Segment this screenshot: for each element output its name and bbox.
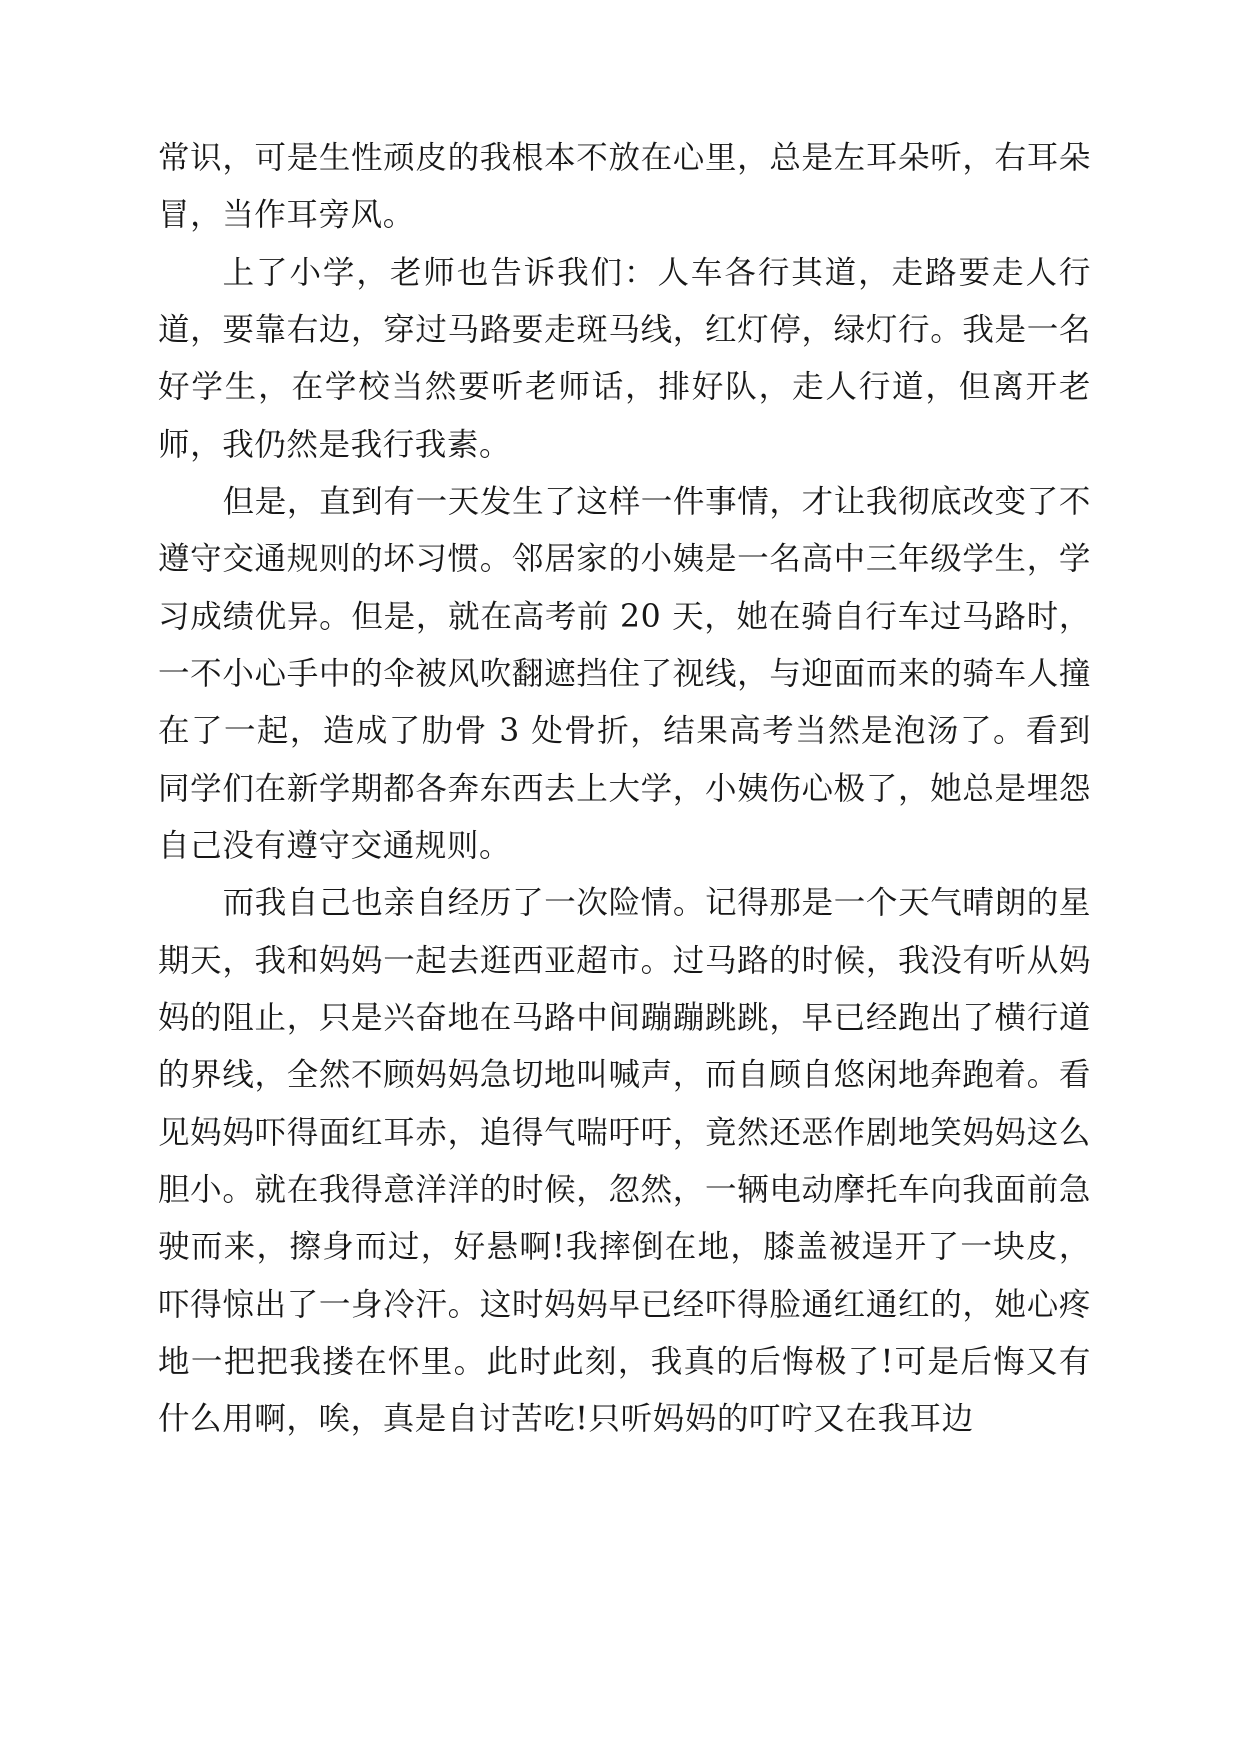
document-text-body [158,130,1091,1449]
paragraph-3: 但是，直到有一天发生了这样一件事情，才让我彻底改变了不遵守交通规则的坏习惯。邻居家的小姨是一名高中三年级学生，学习成绩优异。但是，就在高考前 20 天，她在骑自行车过马路时，一不小心手中的伞被风吹翻遮挡住了视线，与迎面而来的骑车人撞在了一起，造成了肋骨 3 处骨折，结果高考当然是泡汤了。看到同学们在新学期都各奔东西去上大学，小姨伤心极了，她总是埋怨自己没有遵守交通规则。 [158,483,1091,864]
paragraph-1: 常识，可是生性顽皮的我根本不放在心里，总是左耳朵听，右耳朵冒，当作耳旁风。 [158,140,1091,234]
paragraph-4: 而我自己也亲自经历了一次险情。记得那是一个天气晴朗的星期天，我和妈妈一起去逛西亚超市。过马路的时候，我没有听从妈妈的阻止，只是兴奋地在马路中间蹦蹦跳跳，早已经跑出了横行道的界线，全然不顾妈妈急切地叫喊声，而自顾自悠闲地奔跑着。看见妈妈吓得面红耳赤，追得气喘吁吁，竟然还恶作剧地笑妈妈这么胆小。就在我得意洋洋的时候，忽然，一辆电动摩托车向我面前急驶而来，擦身而过，好悬啊!我摔倒在地，膝盖被逞开了一块皮，吓得惊出了一身冷汗。这时妈妈早已经吓得脸通红通红的，她心疼地一把把我搂在怀里。此时此刻，我真的后悔极了!可是后悔又有什么用啊，唉，真是自讨苦吃!只听妈妈的叮咛又在我耳边 [158,885,1091,1438]
paragraph-2: 上了小学，老师也告诉我们：人车各行其道，走路要走人行道，要靠右边，穿过马路要走斑马线，红灯停，绿灯行。我是一名好学生，在学校当然要听老师话，排好队，走人行道，但离开老师，我仍然是我行我素。 [158,254,1091,463]
